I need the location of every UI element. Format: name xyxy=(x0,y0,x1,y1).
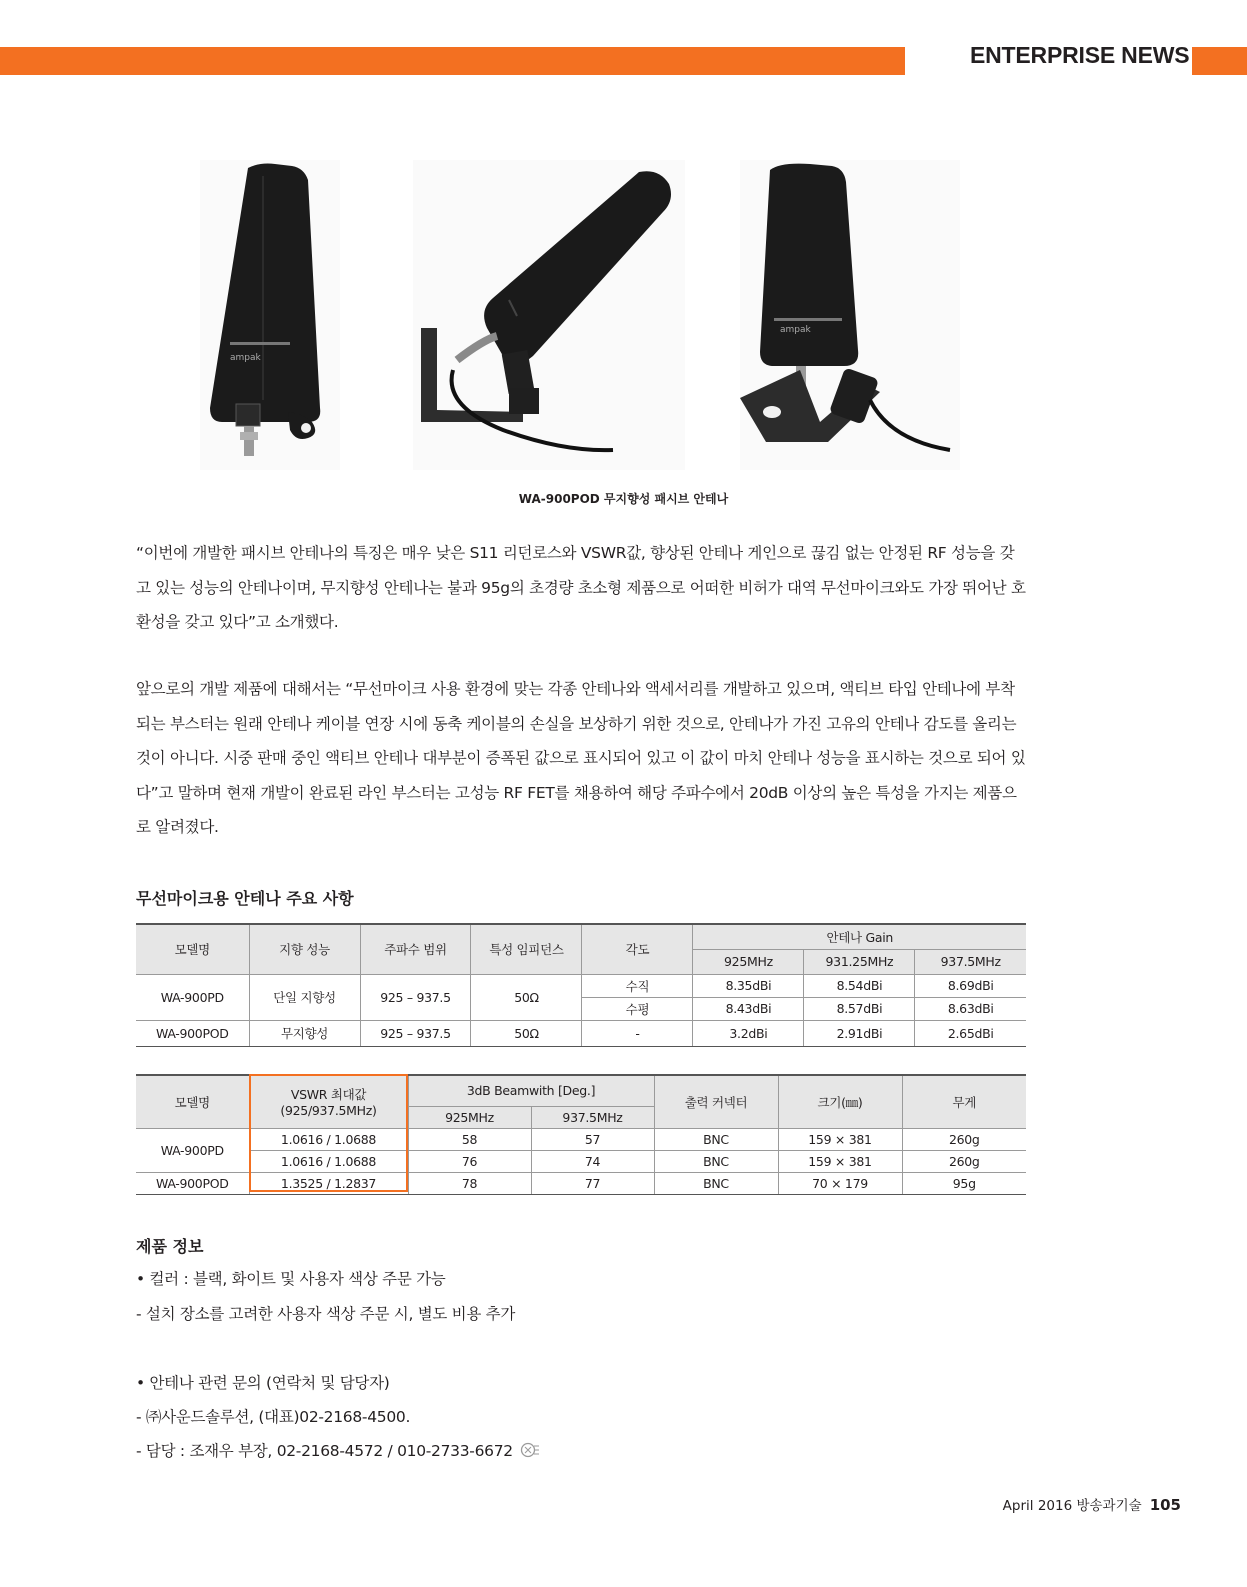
body-paragraph-2: 앞으로의 개발 제품에 대해서는 “무선마이크 사용 환경에 맞는 각종 안테나와 액세서리를 개발하고 있으며, 액티브 타입 안테나에 부착되는 부스터는 원래 안테나 케이블 연장 시에 동축 케이블의 손실을 보상하기 위한 것으로, 안테나가 가진 고유의 안테나 감도를 올리는 것이 아니다. 시중 판매 중인 액티브 안테나 대부분이 증폭된 값으로 표시되어 있고 이 값이 마치 안테나 성능을 표시하는 것으로 되어 있다”고 말하며 현재 개발이 완료된 라인 부스터는 고성능 RF FET를 채용하여 해당 주파수에서 20dB 이상의 높은 특성을 가지는 제품으로 알려졌다. xyxy=(136,680,1026,836)
section-header-title: ENTERPRISE NEWS xyxy=(970,42,1190,68)
cell-size: 159 × 381 xyxy=(778,1128,902,1150)
header-beamwidth: 3dB Beamwith [Deg.] xyxy=(408,1075,654,1106)
cell-connector: BNC xyxy=(654,1172,778,1194)
cell-vswr: 1.0616 / 1.0688 xyxy=(249,1150,408,1172)
header-vswr-line2: (925/937.5MHz) xyxy=(280,1103,377,1119)
cell-angle: - xyxy=(582,1020,693,1046)
cell-angle: 수평 xyxy=(582,997,693,1020)
page-number: 105 xyxy=(1149,1496,1181,1514)
table-row xyxy=(136,1020,1026,1046)
cell-connector: BNC xyxy=(654,1128,778,1150)
header-impedance: 특성 임피던스 xyxy=(471,924,582,974)
cell-model: WA-900PD xyxy=(136,1128,249,1172)
cell-weight: 95g xyxy=(902,1172,1026,1194)
cell-model: WA-900POD xyxy=(136,1172,249,1194)
product-info-line: • 안테나 관련 문의 (연락처 및 담당자) xyxy=(136,1374,390,1392)
cell-size: 70 × 179 xyxy=(778,1172,902,1194)
cell-beam: 78 xyxy=(408,1172,531,1194)
cell-beam: 57 xyxy=(531,1128,654,1150)
table-section-title: 무선마이크용 안테나 주요 사항 xyxy=(136,889,354,908)
body-paragraph-1: “이번에 개발한 패시브 안테나의 특징은 매우 낮은 S11 리던로스와 VSWR값, 향상된 안테나 게인으로 끊김 없는 안정된 RF 성능을 갖고 있는 성능의 안테나이며, 무지향성 안테나는 불과 95g의 초경량 초소형 제품으로 어떠한 비허가 대역 무선마이크와도 가장 뛰어난 호환성을 갖고 있다”고 소개했다. xyxy=(136,544,1026,631)
cell-gain: 8.63dBi xyxy=(915,997,1026,1020)
cell-impedance: 50Ω xyxy=(471,1020,582,1046)
cell-beam: 76 xyxy=(408,1150,531,1172)
header-gain-9375: 937.5MHz xyxy=(915,949,1026,974)
antenna-photo-front xyxy=(200,160,340,470)
header-direction: 지향 성능 xyxy=(249,924,360,974)
antenna-vswr-table xyxy=(136,1074,1026,1195)
product-info-line: • 컬러 : 블랙, 화이트 및 사용자 색상 주문 가능 xyxy=(136,1270,446,1288)
cell-weight: 260g xyxy=(902,1128,1026,1150)
end-mark-icon xyxy=(520,1442,540,1458)
header-gain-925: 925MHz xyxy=(693,949,804,974)
header-beam-9375: 937.5MHz xyxy=(531,1106,654,1128)
contact-person-text: - 담당 : 조재우 부장, 02-2168-4572 / 010-2733-6672 xyxy=(136,1442,513,1460)
cell-size: 159 × 381 xyxy=(778,1150,902,1172)
cell-beam: 77 xyxy=(531,1172,654,1194)
header-weight: 무게 xyxy=(902,1075,1026,1128)
cell-gain: 3.2dBi xyxy=(693,1020,804,1046)
antenna-photo-rear xyxy=(740,160,960,470)
cell-gain: 8.35dBi xyxy=(693,974,804,997)
header-vswr xyxy=(249,1075,408,1128)
header-angle: 각도 xyxy=(582,924,693,974)
product-info-line: - 설치 장소를 고려한 사용자 색상 주문 시, 별도 비용 추가 xyxy=(136,1305,515,1323)
cell-vswr: 1.0616 / 1.0688 xyxy=(249,1128,408,1150)
cell-model: WA-900POD xyxy=(136,1020,249,1046)
table-row xyxy=(136,1172,1026,1194)
cell-weight: 260g xyxy=(902,1150,1026,1172)
cell-beam: 74 xyxy=(531,1150,654,1172)
header-model: 모델명 xyxy=(136,1075,249,1128)
header-size: 크기(㎜) xyxy=(778,1075,902,1128)
header-vswr-line1: VSWR 최대값 xyxy=(290,1087,367,1103)
cell-direction: 무지향성 xyxy=(249,1020,360,1046)
header-accent-bar xyxy=(0,47,905,75)
cell-gain: 8.69dBi xyxy=(915,974,1026,997)
page-footer xyxy=(1003,1494,1181,1514)
cell-frequency: 925 – 937.5 xyxy=(360,974,471,1020)
table-row xyxy=(136,1128,1026,1150)
header-gain-93125: 931.25MHz xyxy=(804,949,915,974)
cell-gain: 8.43dBi xyxy=(693,997,804,1020)
cell-gain: 2.91dBi xyxy=(804,1020,915,1046)
antenna-brand-label: ampak xyxy=(230,353,261,363)
photo-caption: WA-900POD 무지향성 패시브 안테나 xyxy=(518,492,729,506)
antenna-photo-angled xyxy=(413,160,685,470)
table-row xyxy=(136,974,1026,997)
cell-angle: 수직 xyxy=(582,974,693,997)
cell-connector: BNC xyxy=(654,1150,778,1172)
header-accent-bar-right xyxy=(1192,47,1247,75)
issue-label: April 2016 방송과기술 xyxy=(1002,1498,1142,1514)
cell-frequency: 925 – 937.5 xyxy=(360,1020,471,1046)
cell-model: WA-900PD xyxy=(136,974,249,1020)
cell-vswr: 1.3525 / 1.2837 xyxy=(249,1172,408,1194)
cell-gain: 8.57dBi xyxy=(804,997,915,1020)
product-info-title: 제품 정보 xyxy=(136,1237,204,1256)
header-beam-925: 925MHz xyxy=(408,1106,531,1128)
product-info-line xyxy=(136,1439,540,1461)
antenna-gain-table xyxy=(136,923,1026,1047)
header-gain: 안테나 Gain xyxy=(693,924,1026,949)
product-info-line: - ㈜사운드솔루션, (대표)02-2168-4500. xyxy=(136,1408,411,1426)
antenna-brand-label-rear: ampak xyxy=(780,325,811,335)
cell-impedance: 50Ω xyxy=(471,974,582,1020)
cell-direction: 단일 지향성 xyxy=(249,974,360,1020)
cell-beam: 58 xyxy=(408,1128,531,1150)
cell-gain: 2.65dBi xyxy=(915,1020,1026,1046)
header-model: 모델명 xyxy=(136,924,249,974)
header-connector: 출력 커넥터 xyxy=(654,1075,778,1128)
cell-gain: 8.54dBi xyxy=(804,974,915,997)
header-frequency: 주파수 범위 xyxy=(360,924,471,974)
table-row xyxy=(136,1150,1026,1172)
